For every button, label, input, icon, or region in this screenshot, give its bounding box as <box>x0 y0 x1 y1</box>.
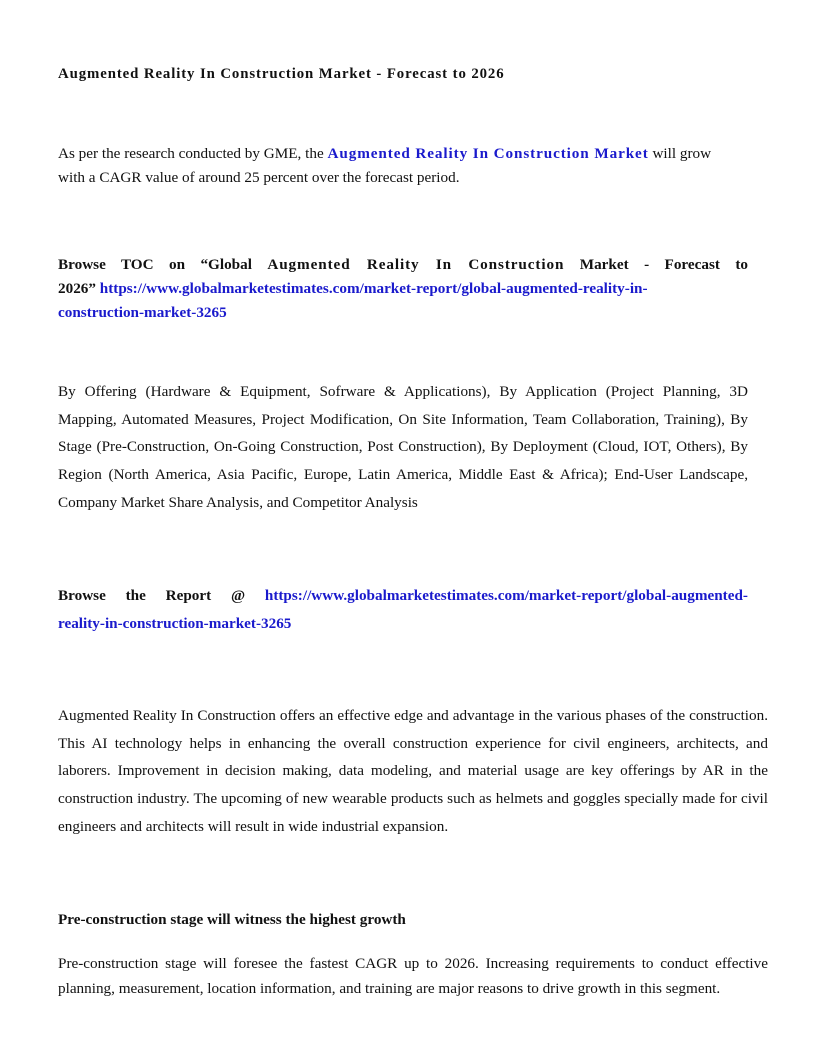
browse-toc-label-line <box>58 253 748 277</box>
browse-report-link[interactable]: https://www.globalmarketestimates.com/market-report/global-augmented- <box>264 587 748 604</box>
browse-toc-paragraph <box>58 253 748 325</box>
browse-report-label: Browse the Report @ <box>58 587 265 604</box>
intro-paragraph <box>58 142 758 190</box>
section-heading: Pre-construction stage will witness the highest growth <box>58 911 406 928</box>
market-link[interactable]: Augmented Reality In Construction Market <box>327 145 649 162</box>
browse-report-paragraph <box>58 582 748 638</box>
browse-toc-label: Browse TOC on “Global <box>58 256 268 273</box>
browse-toc-year: 2026” <box>58 280 100 297</box>
browse-toc-title-highlight: Augmented Reality In Construction <box>267 256 565 273</box>
body-paragraph: Augmented Reality In Construction offers an effective edge and advantage in the various phases of the construction. This AI technology helps in enhancing the overall construction experience for civil engineers, architects, and laborers. Improvement in decision making, data modeling, and material usage are key offerings by AR in the construction industry. The upcoming of new wearable products such as helmets and goggles specially made for civil engineers and architects will result in wide industrial expansion. <box>58 707 768 835</box>
browse-report-link-cont[interactable]: reality-in-construction-market-3265 <box>58 615 292 632</box>
browse-toc-link[interactable]: https://www.globalmarketestimates.com/market-report/global-augmented-reality-in- <box>99 280 648 297</box>
intro-text-line2: with a CAGR value of around 25 percent over the forecast period. <box>58 169 460 186</box>
section-paragraph: Pre-construction stage will foresee the fastest CAGR up to 2026. Increasing requirements to conduct effective planning, measurement, location information, and training are major reasons to drive growth in this segment. <box>58 955 768 997</box>
browse-toc-link-cont[interactable]: construction-market-3265 <box>58 304 227 321</box>
document-title: Augmented Reality In Construction Market - Forecast to 2026 <box>58 66 505 82</box>
intro-text: As per the research conducted by GME, the <box>58 145 328 162</box>
intro-text-end: will grow <box>648 145 712 162</box>
segments-paragraph: By Offering (Hardware & Equipment, Sofrware & Applications), By Application (Project Planning, 3D Mapping, Automated Measures, Project Modification, On Site Information, Team Collaboration, Training), By Stage (Pre-Construction, On-Going Construction, Post Construction), By Deployment (Cloud, IOT, Others), By Region (North America, Asia Pacific, Europe, Latin America, Middle East & Africa); End-User Landscape, Company Market Share Analysis, and Competitor Analysis <box>58 383 748 511</box>
browse-toc-label-end: Market - Forecast to <box>564 256 748 273</box>
